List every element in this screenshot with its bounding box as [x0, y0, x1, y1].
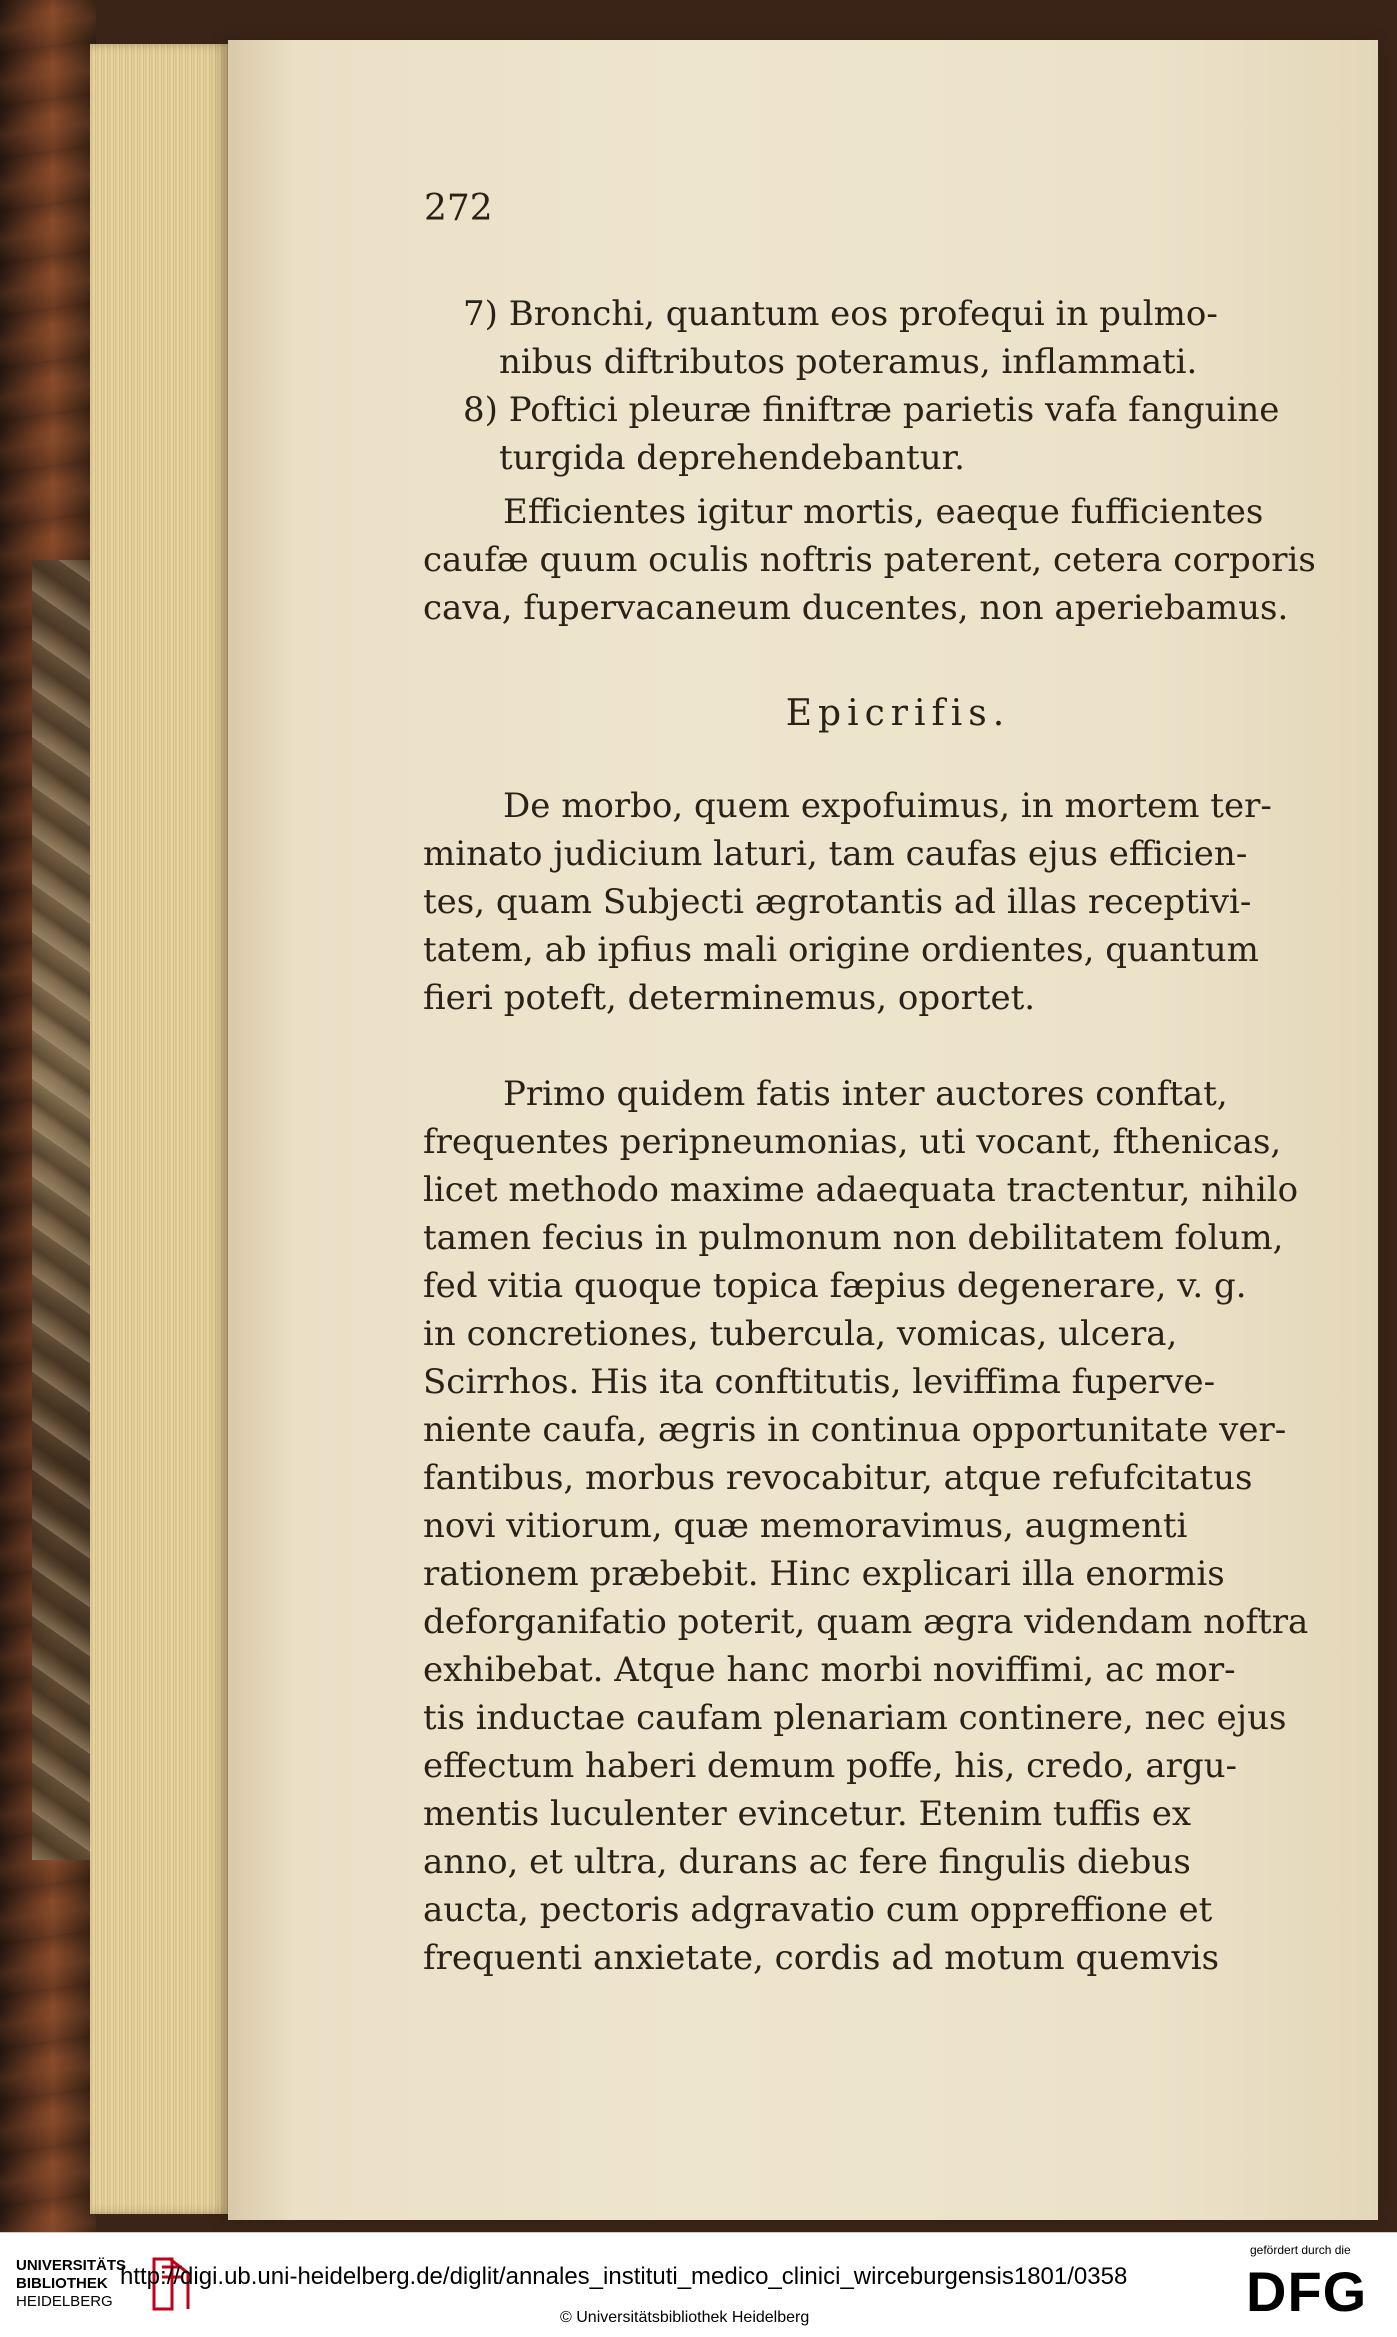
paragraph — [423, 1070, 1373, 1982]
book-page — [228, 40, 1378, 2220]
logo-line: BIBLIOTHEK — [16, 2275, 108, 2292]
text-line: 7) Bronchi, quantum eos profequi in pulmo- — [463, 294, 1218, 334]
text-line: minato judicium laturi, tam caufas ejus efficien- — [423, 834, 1248, 874]
footer-bar — [0, 2232, 1397, 2337]
text-line: frequenti anxietate, cordis ad motum quemvis — [423, 1938, 1220, 1978]
text-line: licet methodo maxime adaequata tractentur, nihilo — [423, 1170, 1299, 1210]
copyright-notice: © Universitätsbibliothek Heidelberg — [560, 2309, 810, 2326]
text-line: fantibus, morbus revocabitur, atque refufcitatus — [423, 1458, 1253, 1498]
logo-line: HEIDELBERG — [16, 2293, 113, 2310]
text-line: tes, quam Subjecti ægrotantis ad illas receptivi- — [423, 882, 1252, 922]
text-line: novi vitiorum, quæ memoravimus, augmenti — [423, 1506, 1188, 1546]
text-line: tatem, ab ipfius mali origine ordientes, quantum — [423, 930, 1259, 970]
university-library-logo — [16, 2257, 126, 2311]
text-line: Efficientes igitur mortis, eaeque fufficientes — [503, 492, 1264, 532]
funding-note: gefördert durch die — [1250, 2243, 1351, 2257]
text-line: exhibebat. Atque hanc morbi noviffimi, ac mor- — [423, 1650, 1236, 1690]
text-line: turgida deprehendebantur. — [499, 438, 965, 478]
permalink-url[interactable]: http://digi.ub.uni-heidelberg.de/diglit/annales_instituti_medico_clinici_wirceburgensis1801/0358 — [120, 2263, 1128, 2290]
text-line: niente caufa, ægris in continua opportunitate ver- — [423, 1410, 1287, 1450]
paragraph-item-8 — [423, 386, 1373, 482]
text-line: De morbo, quem expofuimus, in mortem ter- — [503, 786, 1272, 826]
text-line: fed vitia quoque topica fæpius degenerare, v. g. — [423, 1266, 1247, 1306]
text-line: frequentes peripneumonias, uti vocant, fthenicas, — [423, 1122, 1282, 1162]
page-edges — [90, 44, 240, 2214]
text-line: Primo quidem fatis inter auctores conftat, — [503, 1074, 1228, 1114]
text-line: effectum haberi demum poffe, his, credo, argu- — [423, 1746, 1238, 1786]
text-line: mentis luculenter evincetur. Etenim tuffis ex — [423, 1794, 1192, 1834]
text-line: deforganifatio poterit, quam ægra videndam noftra — [423, 1602, 1309, 1642]
text-line: fieri poteft, determinemus, oportet. — [423, 978, 1036, 1018]
paragraph — [423, 782, 1373, 1022]
paragraph-item-7 — [423, 290, 1373, 386]
text-line: rationem præbebit. Hinc explicari illa enormis — [423, 1554, 1225, 1594]
dfg-logo: DFG — [1246, 2260, 1368, 2323]
page-number: 272 — [424, 188, 493, 229]
paragraph — [423, 488, 1373, 632]
text-line: tis inductae caufam plenariam continere, nec ejus — [423, 1698, 1287, 1738]
text-line: anno, et ultra, durans ac fere fingulis diebus — [423, 1842, 1191, 1882]
text-line: aucta, pectoris adgravatio cum oppreffione et — [423, 1890, 1213, 1930]
text-line: 8) Poftici pleuræ finiftræ parietis vafa fanguine — [463, 390, 1280, 430]
text-line: tamen fecius in pulmonum non debilitatem folum, — [423, 1218, 1284, 1258]
text-line: cava, fupervacaneum ducentes, non aperiebamus. — [423, 588, 1289, 628]
text-line: caufæ quum oculis noftris paterent, cetera corporis — [423, 540, 1316, 580]
text-line: Scirrhos. His ita conftitutis, leviffima fuperve- — [423, 1362, 1216, 1402]
logo-line: UNIVERSITÄTS — [16, 2257, 127, 2274]
section-heading: Epicrifis. — [785, 693, 1011, 734]
marbled-cover-pattern — [32, 560, 92, 1860]
text-line: nibus diftributos poteramus, inflammati. — [499, 342, 1198, 382]
text-line: in concretiones, tubercula, vomicas, ulcera, — [423, 1314, 1178, 1354]
